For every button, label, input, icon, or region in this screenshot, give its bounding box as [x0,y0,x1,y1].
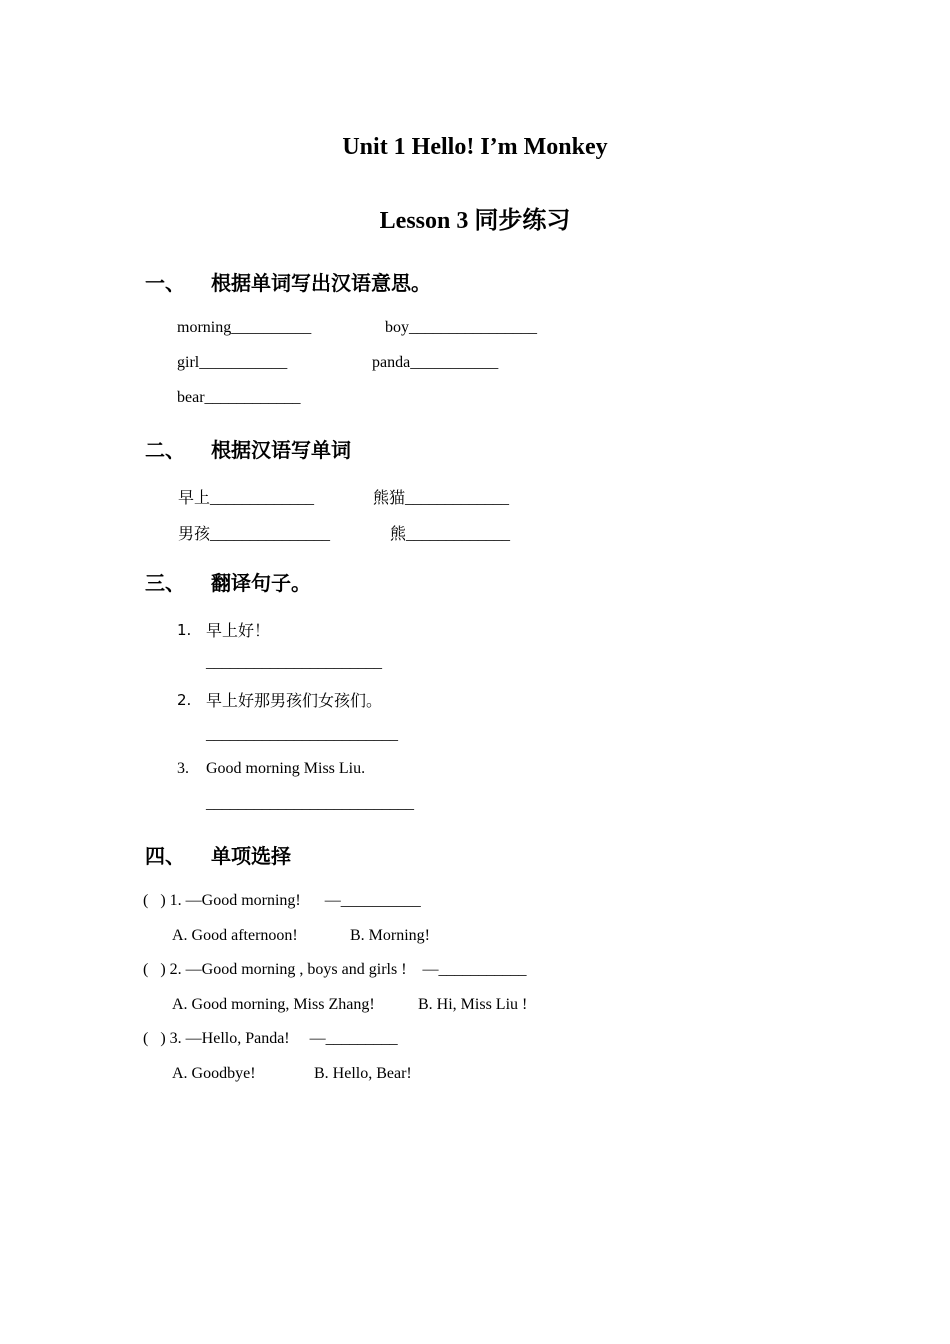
translation-question-text: 早上好！ [206,623,271,640]
section-1-heading: 根据单词写出汉语意思。 [211,271,431,295]
choice-option-a: A. Goodbye! [172,1065,256,1082]
section-1-number: 一、 [145,271,185,295]
section-4-heading: 单项选择 [211,844,291,868]
translation-question-text: Good morning Miss Liu. [206,760,366,777]
section-2-number: 二、 [145,438,185,462]
section-2-item: 熊猫_____________ [373,490,510,507]
section-2-heading: 根据汉语写单词 [211,438,351,462]
section-2-item: 熊_____________ [390,526,511,543]
section-1-item: girl___________ [177,354,288,371]
choice-question-stem: ( ) 1. —Good morning! —__________ [143,892,421,909]
choice-option-b: B. Hello, Bear! [314,1065,412,1082]
choice-option-b: B. Hi, Miss Liu ! [418,996,528,1013]
section-1-item: panda___________ [372,354,499,371]
translation-answer-line: ______________________ [206,654,382,671]
section-1-item: boy________________ [385,319,537,336]
choice-question-stem: ( ) 3. —Hello, Panda! —_________ [143,1030,398,1047]
section-4-number: 四、 [145,844,185,868]
translation-question-number: 1. [177,621,192,639]
translation-question-number: 2. [177,691,192,709]
translation-answer-line: ________________________ [206,726,398,743]
translation-question-number: 3. [177,760,189,777]
translation-answer-line: __________________________ [206,795,414,812]
section-3-heading: 翻译句子。 [211,571,311,595]
translation-question-text: 早上好那男孩们女孩们。 [206,693,383,710]
section-1-item: morning__________ [177,319,312,336]
choice-option-b: B. Morning! [350,927,430,944]
section-1-item: bear____________ [177,389,301,406]
choice-option-a: A. Good morning, Miss Zhang! [172,996,375,1013]
choice-question-stem: ( ) 2. —Good morning , boys and girls ! —___________ [143,961,527,978]
choice-option-a: A. Good afternoon! [172,927,298,944]
section-2-item: 早上_____________ [178,490,315,507]
section-2-item: 男孩_______________ [178,526,331,543]
worksheet-title: Unit 1 Hello! I’m Monkey [342,134,608,160]
lesson-subtitle: Lesson 3 同步练习 [379,208,571,234]
section-3-number: 三、 [145,571,185,595]
